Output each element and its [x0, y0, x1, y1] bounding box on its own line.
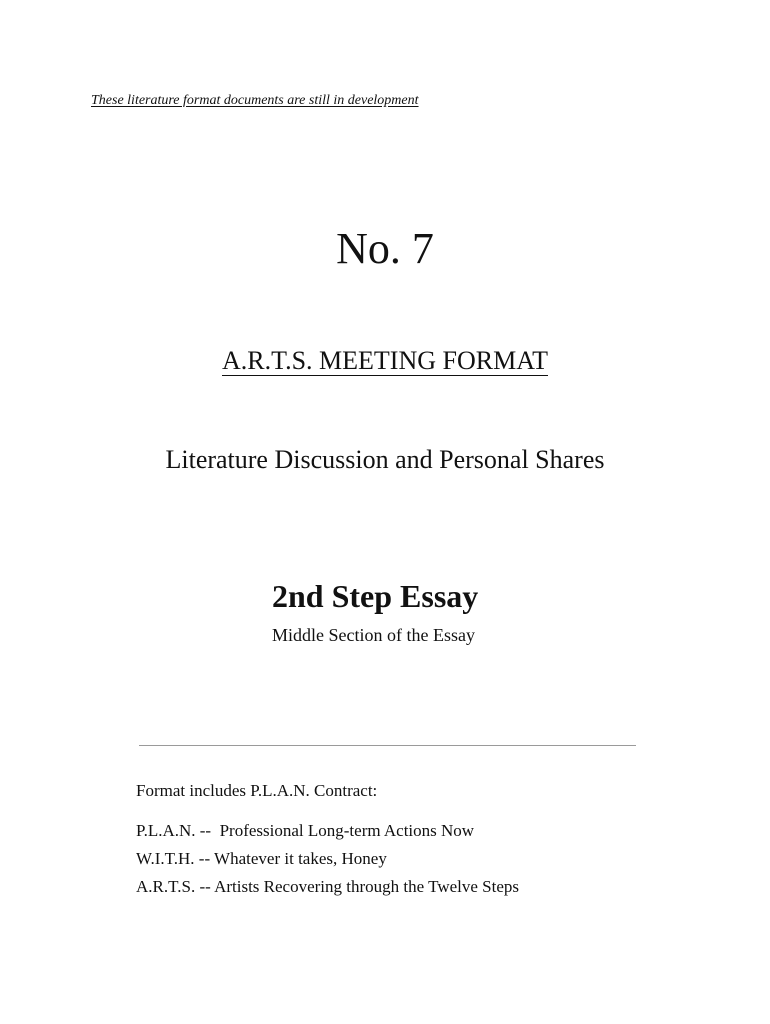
section-divider [139, 745, 636, 746]
essay-subtitle: Middle Section of the Essay [272, 625, 475, 645]
format-title: A.R.T.S. MEETING FORMAT [222, 346, 548, 375]
contract-line-with: W.I.T.H. -- Whatever it takes, Honey [136, 849, 387, 868]
essay-title: 2nd Step Essay [272, 578, 479, 614]
contract-line-plan: P.L.A.N. -- Professional Long-term Actions Now [136, 821, 475, 840]
development-notice: These literature format documents are still in development [91, 93, 419, 108]
format-title-container [0, 346, 770, 376]
document-number: No. 7 [336, 224, 434, 273]
document-subtitle: Literature Discussion and Personal Shares [165, 445, 605, 474]
essay-block [272, 576, 478, 646]
contract-heading: Format includes P.L.A.N. Contract: [136, 781, 378, 800]
contract-section [136, 779, 519, 901]
contract-line-arts: A.R.T.S. -- Artists Recovering through the Twelve Steps [136, 877, 519, 896]
